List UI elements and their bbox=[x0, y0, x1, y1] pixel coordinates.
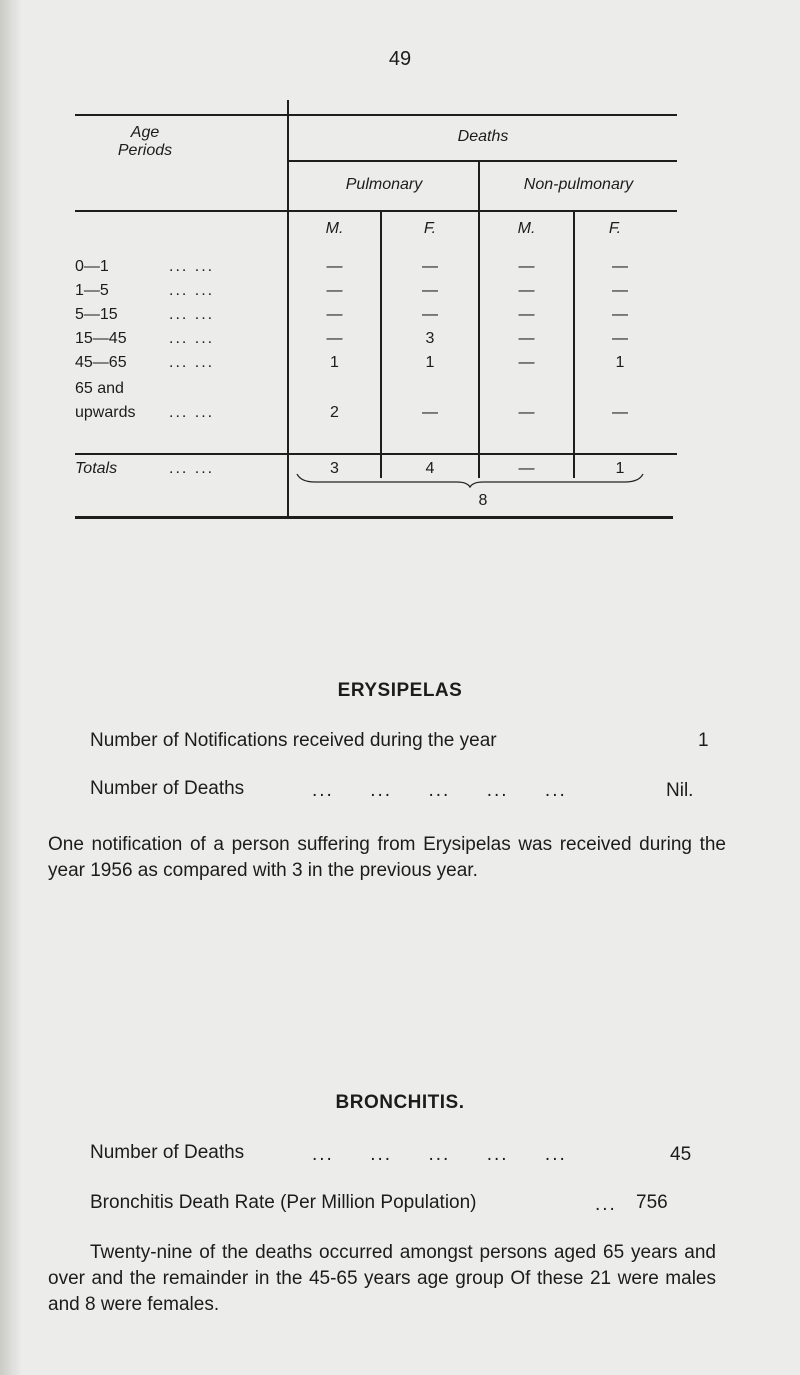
header-bottom-rule bbox=[75, 210, 677, 212]
totals-top-rule bbox=[75, 453, 677, 455]
pulmonary-header: Pulmonary bbox=[345, 176, 423, 193]
pulmonary-m-header: M. bbox=[325, 220, 344, 237]
erysipelas-deaths-dots: ... ... ... ... ... bbox=[312, 780, 567, 801]
row-value-nf: — bbox=[612, 282, 628, 299]
pulmonary-f-header: F. bbox=[423, 220, 437, 237]
row-value-pf: — bbox=[422, 258, 438, 275]
page-number: 49 bbox=[388, 48, 412, 70]
row-age-label: 45—65 bbox=[75, 354, 127, 371]
deaths-table bbox=[75, 100, 677, 520]
bronchitis-rate-dots: ... bbox=[595, 1194, 617, 1215]
deaths-subheader-rule bbox=[287, 160, 677, 162]
totals-dots: ... ... bbox=[169, 460, 215, 477]
totals-pulmonary-m: 3 bbox=[330, 460, 339, 477]
age-header-line2: Periods bbox=[117, 142, 173, 159]
erysipelas-paragraph: One notification of a person suffering from Erysipelas was received during the year 1956 as compared with 3 in the previous year. bbox=[48, 834, 726, 881]
row-value-nm: — bbox=[518, 258, 535, 275]
erysipelas-deaths-value: Nil. bbox=[666, 780, 694, 801]
row-age-label: 5—15 bbox=[75, 306, 118, 323]
row-age-label: upwards bbox=[75, 404, 136, 421]
row-value-pm: — bbox=[326, 258, 343, 275]
row-value-nf: — bbox=[612, 404, 628, 421]
bronchitis-rate-label: Bronchitis Death Rate (Per Million Population) bbox=[90, 1192, 477, 1213]
row-value-pm: — bbox=[326, 282, 343, 299]
bronchitis-rate-value: 756 bbox=[636, 1192, 668, 1213]
bronchitis-heading: BRONCHITIS. bbox=[335, 1092, 465, 1113]
table-top-rule-left bbox=[75, 114, 287, 116]
totals-grand-total: 8 bbox=[478, 492, 488, 509]
deaths-header: Deaths bbox=[457, 128, 509, 145]
row-value-pm: — bbox=[326, 306, 343, 323]
row-leader-dots: ... ... bbox=[169, 404, 215, 421]
non-pulmonary-header: Non-pulmonary bbox=[523, 176, 634, 193]
row-value-nm: — bbox=[518, 354, 535, 371]
row-age-label: 1—5 bbox=[75, 282, 109, 299]
row-value-nf: — bbox=[612, 306, 628, 323]
row-value-pm: — bbox=[326, 330, 343, 347]
row-value-pm: 2 bbox=[330, 404, 339, 421]
nonpulmonary-f-header: F. bbox=[608, 220, 622, 237]
erysipelas-notifications-value: 1 bbox=[698, 730, 709, 751]
row-value-nf: — bbox=[612, 330, 628, 347]
bronchitis-deaths-dots: ... ... ... ... ... bbox=[312, 1144, 567, 1165]
row-value-pm: 1 bbox=[330, 354, 339, 371]
erysipelas-deaths-label: Number of Deaths bbox=[90, 778, 245, 799]
erysipelas-notifications-label: Number of Notifications received during the year bbox=[90, 730, 497, 751]
erysipelas-heading: ERYSIPELAS bbox=[337, 680, 463, 701]
totals-label: Totals bbox=[75, 460, 118, 477]
row-value-nm: — bbox=[518, 330, 535, 347]
totals-nonpulmonary-f: 1 bbox=[615, 460, 625, 477]
bronchitis-paragraph: Twenty-nine of the deaths occurred amongst persons aged 65 years and over and the remainder in the 45-65 years age group Of these 21 were males and 8 were females. bbox=[48, 1242, 716, 1315]
totals-pulmonary-f: 4 bbox=[425, 460, 435, 477]
row-value-nm: — bbox=[518, 282, 535, 299]
row-value-pf: — bbox=[422, 404, 438, 421]
row-value-pf: — bbox=[422, 282, 438, 299]
row-leader-dots: ... ... bbox=[169, 330, 215, 347]
table-bottom-rule bbox=[75, 516, 673, 519]
table-top-rule-right bbox=[287, 114, 677, 116]
bronchitis-deaths-value: 45 bbox=[670, 1144, 692, 1165]
age-header-line1: Age bbox=[130, 124, 160, 141]
row-value-nf: — bbox=[612, 258, 628, 275]
row-leader-dots: ... ... bbox=[169, 258, 215, 275]
row-age-label: 15—45 bbox=[75, 330, 127, 347]
row-leader-dots: ... ... bbox=[169, 354, 215, 371]
row-age-label: 65 and bbox=[75, 380, 124, 397]
row-value-pf: 1 bbox=[425, 354, 435, 371]
row-age-label: 0—1 bbox=[75, 258, 109, 275]
row-leader-dots: ... ... bbox=[169, 306, 215, 323]
row-value-pf: — bbox=[422, 306, 438, 323]
row-value-nf: 1 bbox=[615, 354, 625, 371]
nonpulmonary-m-header: M. bbox=[517, 220, 536, 237]
row-leader-dots: ... ... bbox=[169, 282, 215, 299]
row-value-pf: 3 bbox=[425, 330, 435, 347]
row-value-nm: — bbox=[518, 306, 535, 323]
totals-nonpulmonary-m: — bbox=[518, 460, 535, 477]
row-value-nm: — bbox=[518, 404, 535, 421]
bronchitis-deaths-label: Number of Deaths bbox=[90, 1142, 245, 1163]
